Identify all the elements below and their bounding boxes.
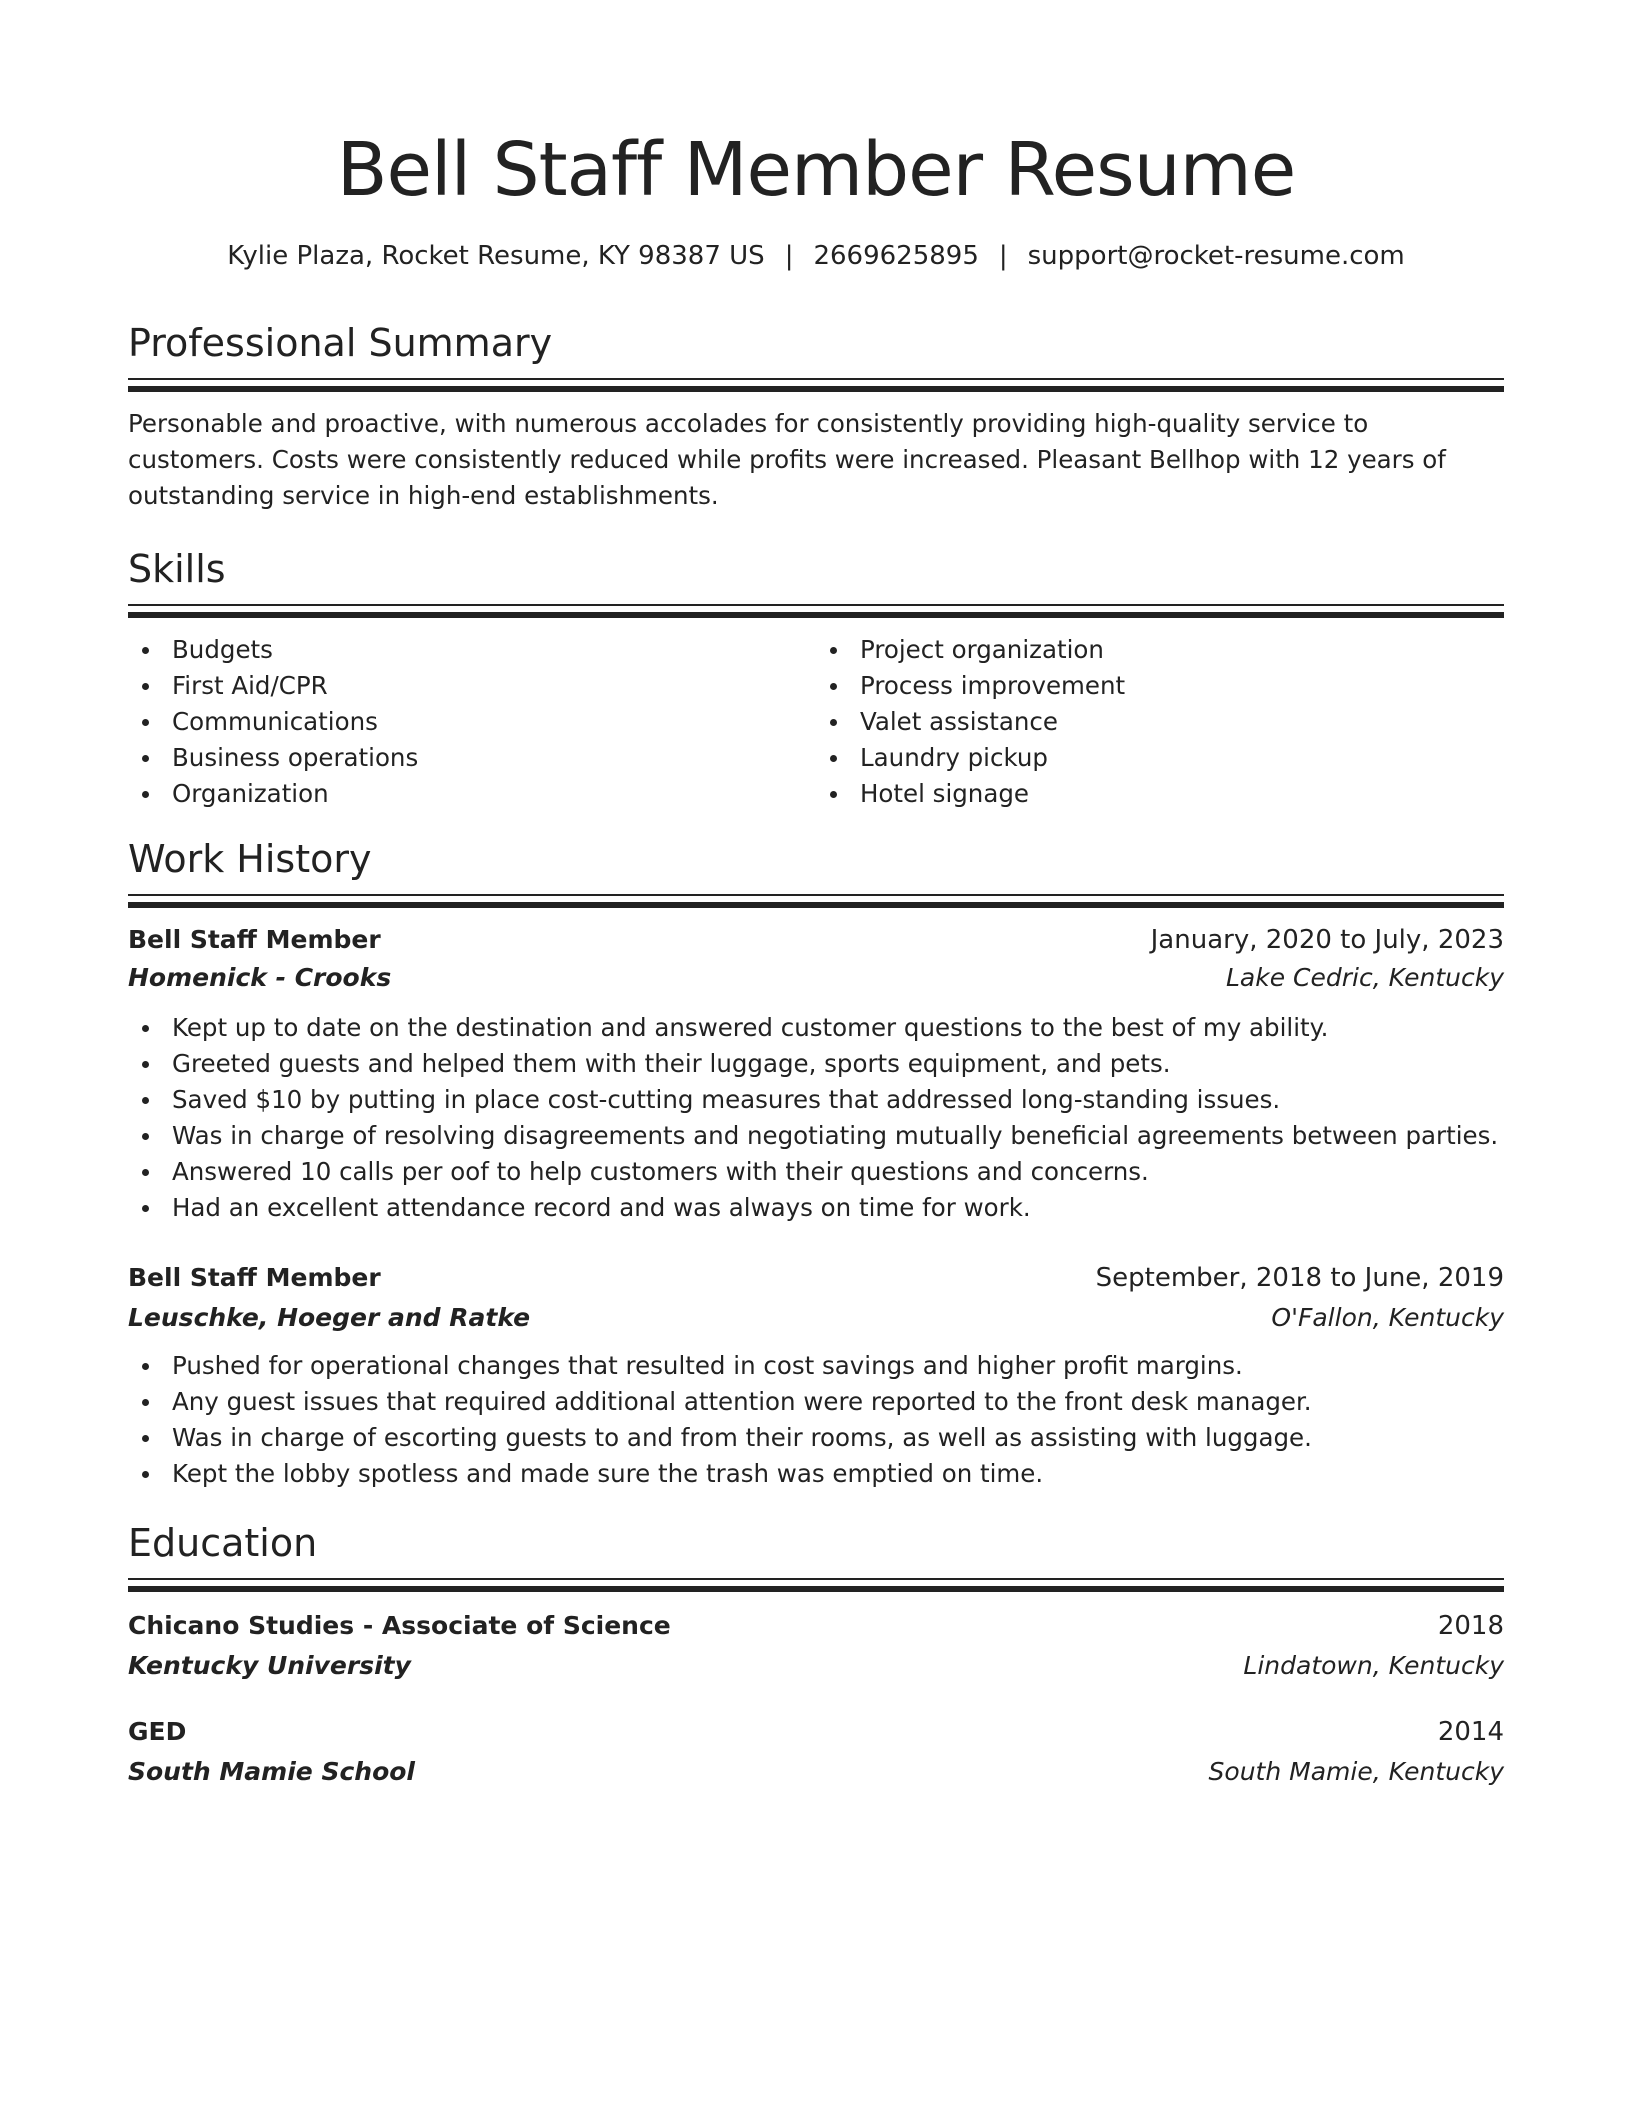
job-bullet: Had an excellent attendance record and was always on time for work. (128, 1190, 1504, 1226)
skills-heading: Skills (128, 547, 226, 591)
work-section (128, 834, 1504, 1492)
education-location: South Mamie, Kentucky (1208, 1757, 1504, 1786)
resume-page (128, 0, 1504, 1790)
job-bullet: Was in charge of escorting guests to and from their rooms, as well as assisting with luggage. (128, 1420, 1504, 1456)
skill-item: Project organization (816, 632, 1504, 668)
skills-list-left (128, 632, 816, 812)
skill-item: Hotel signage (816, 776, 1504, 812)
summary-text: Personable and proactive, with numerous accolades for consistently providing high-quality service to customers. Costs were consistently reduced while profits were increased. Pleasant Bellhop with 12 years of outstanding service in high-end establishments. (128, 409, 1446, 510)
job-location: Lake Cedric, Kentucky (1225, 963, 1504, 992)
contact-separator: | (998, 241, 1008, 271)
skills-list-right (816, 632, 1504, 812)
job-dates: September, 2018 to June, 2019 (1095, 1263, 1504, 1293)
section-rule-thin (128, 894, 1504, 896)
education-school: Kentucky University (128, 1651, 411, 1680)
section-rule-thin (128, 1578, 1504, 1580)
skills-section (128, 544, 1504, 812)
skill-item: Laundry pickup (816, 740, 1504, 776)
resume-title: Bell Staff Member Resume (336, 127, 1296, 213)
skill-item: Process improvement (816, 668, 1504, 704)
job-bullets (128, 1010, 1504, 1226)
section-rule-thin (128, 604, 1504, 606)
job-bullet: Answered 10 calls per oof to help customers with their questions and concerns. (128, 1154, 1504, 1190)
skill-item: Budgets (128, 632, 816, 668)
job-bullet: Saved $10 by putting in place cost-cutting measures that addressed long-standing issues. (128, 1082, 1504, 1118)
job-header-row (128, 922, 1504, 958)
contact-email: support@rocket-resume.com (1027, 241, 1405, 271)
job-title: Bell Staff Member (128, 1263, 381, 1292)
job-location: O'Fallon, Kentucky (1271, 1303, 1504, 1332)
job-bullets (128, 1348, 1504, 1492)
contact-address: Kylie Plaza, Rocket Resume, KY 98387 US (227, 241, 765, 271)
summary-heading: Professional Summary (128, 321, 553, 365)
skill-item: Valet assistance (816, 704, 1504, 740)
contact-phone: 2669625895 (813, 241, 979, 271)
skill-item: Communications (128, 704, 816, 740)
section-rule-thick (128, 612, 1504, 618)
education-subheader-row (128, 1754, 1504, 1790)
job-header-row (128, 1260, 1504, 1296)
education-year: 2014 (1437, 1717, 1504, 1747)
skills-columns (128, 632, 1504, 812)
job-bullet: Pushed for operational changes that resulted in cost savings and higher profit margins. (128, 1348, 1504, 1384)
education-entry (128, 1714, 1504, 1790)
section-rule-thick (128, 386, 1504, 392)
job-bullet: Greeted guests and helped them with their luggage, sports equipment, and pets. (128, 1046, 1504, 1082)
education-degree: Chicano Studies - Associate of Science (128, 1611, 671, 1640)
skill-item: First Aid/CPR (128, 668, 816, 704)
education-location: Lindatown, Kentucky (1243, 1651, 1504, 1680)
job-company: Leuschke, Hoeger and Ratke (128, 1303, 531, 1332)
section-rule-thick (128, 902, 1504, 908)
contact-line (128, 238, 1504, 274)
job-entry (128, 1260, 1504, 1492)
job-company: Homenick - Crooks (128, 963, 392, 992)
education-degree: GED (128, 1717, 187, 1746)
contact-separator: | (784, 241, 794, 271)
job-bullet: Kept the lobby spotless and made sure the trash was emptied on time. (128, 1456, 1504, 1492)
job-bullet: Any guest issues that required additional attention were reported to the front desk manager. (128, 1384, 1504, 1420)
job-title: Bell Staff Member (128, 925, 381, 954)
job-bullet: Kept up to date on the destination and answered customer questions to the best of my ability. (128, 1010, 1504, 1046)
education-heading: Education (128, 1521, 318, 1565)
job-bullet: Was in charge of resolving disagreements and negotiating mutually beneficial agreements between parties. (128, 1118, 1504, 1154)
work-heading: Work History (128, 837, 372, 881)
education-school: South Mamie School (128, 1757, 415, 1786)
education-section (128, 1518, 1504, 1790)
job-subheader-row (128, 960, 1504, 996)
skill-item: Organization (128, 776, 816, 812)
job-dates: January, 2020 to July, 2023 (1150, 925, 1504, 955)
education-header-row (128, 1608, 1504, 1644)
job-entry (128, 922, 1504, 1226)
skill-item: Business operations (128, 740, 816, 776)
section-rule-thick (128, 1586, 1504, 1592)
summary-section (128, 318, 1504, 514)
section-rule-thin (128, 378, 1504, 380)
education-subheader-row (128, 1648, 1504, 1684)
education-entry (128, 1608, 1504, 1684)
education-header-row (128, 1714, 1504, 1750)
education-year: 2018 (1437, 1611, 1504, 1641)
job-subheader-row (128, 1300, 1504, 1336)
